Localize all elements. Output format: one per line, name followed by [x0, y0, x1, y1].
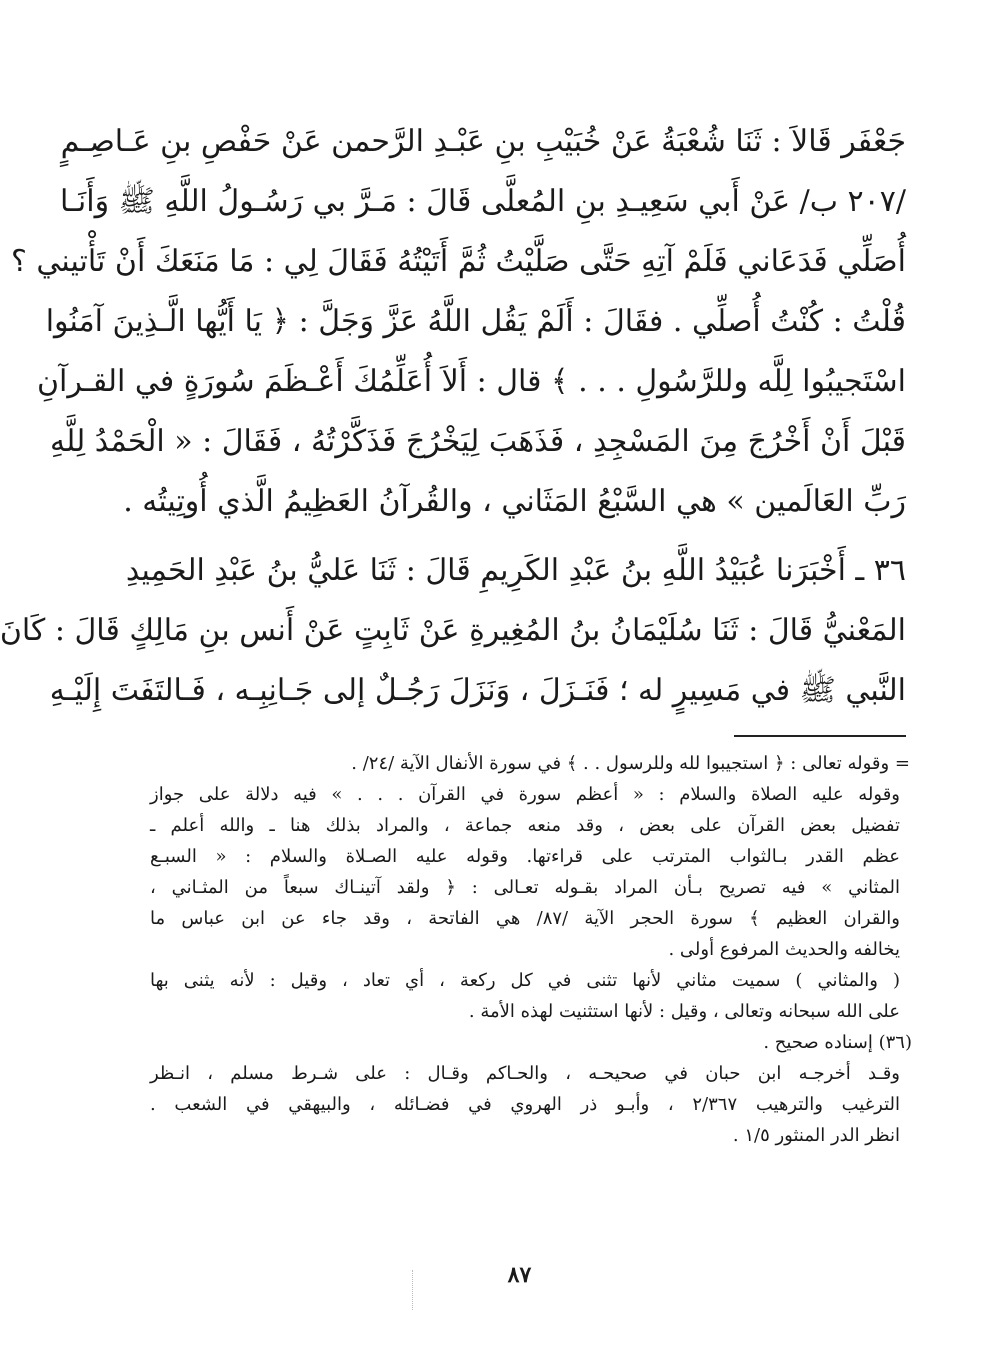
footnote-line: ( والمثاني ) سميت مثاني لأنها تثنى في كل ركعة ، أي تعاد ، وقيل : لأنه يثنى بها: [150, 970, 900, 991]
footnote-line: الترغيب والترهيب ٢/٣٦٧ ، وأبـو ذر الهروي في فضـائله ، والبيهقي في الشعب .: [150, 1094, 900, 1115]
main-text-line: رَبِّ العَالَمين » هي السَّبْعُ المَثَاني ، والقُرآنُ العَظِيمُ الَّذي أُوتِيتُه .: [123, 484, 906, 519]
footnote-line: على الله سبحانه وتعالى ، وقيل : لأنها استثنيت لهذه الأمة .: [468, 1001, 900, 1022]
footnote-line: المثاني » فيه تصريح بـأن المراد بقـوله تعـالى : ﴿ ولقد آتينـاك سبعاً من المثـاني ،: [150, 877, 900, 898]
footnote-divider: [734, 735, 906, 737]
footnote-line: = وقوله تعالى : ﴿ استجيبوا لله وللرسول . . ﴾ في سورة الأنفال الآية /٢٤/ .: [351, 753, 910, 774]
main-text-block: [0, 112, 906, 721]
footnote-line: وقوله عليه الصلاة والسلام : « أعظم سورة في القرآن . . . » فيه دلالة على جواز: [150, 784, 900, 805]
main-text-line: قُلْتُ : كُنْتُ أُصلِّي . فقَالَ : أَلَمْ يَقُل اللَّهُ عَزَّ وَجَلَّ : ﴿ يَا أَيُّها الَّـذِينَ آمَنُوا: [45, 304, 906, 339]
footnotes-block: [150, 748, 910, 1151]
paragraph-gap: [154, 532, 906, 541]
footnote-line: يخالفه والحديث المرفوع أولى .: [668, 939, 900, 960]
hadith-36-line: النَّبي ﷺ في مَسِيرٍ له ؛ فَنَـزَلَ ، وَنَزَلَ رَجُـلٌ إلى جَـانِبِـه ، فَـالتَفَتَ إِلَيْـهِ: [49, 673, 906, 708]
footnote-number-line: (٣٦) إسناده صحيح .: [763, 1032, 912, 1053]
main-text-line: أُصَلِّي فَدَعَاني فَلَمْ آتِهِ حَتَّى صَلَّيْتُ ثُمَّ أَتَيْتُهُ فَقَالَ لِي : مَا مَنَعَكَ أَنْ تَأْتيني ؟: [10, 244, 906, 279]
footnote-line: تفضيل بعض القرآن على بعض ، وقد منعه جماعة ، والمراد بذلك هنا ـ والله أعلم ـ: [150, 815, 900, 836]
main-text-line: قَبْلَ أَنْ أَخْرُجَ مِنَ المَسْجِدِ ، فَذَهَبَ لِيَخْرُجَ فَذَكَّرْتُهُ ، فَقَالَ : « الْحَمْدُ لِلَّهِ: [50, 424, 906, 459]
footnote-line: وقـد أخرجـه ابن حبان في صحيحـه ، والحـاكم وقـال : على شـرط مسلم ، انـظر: [150, 1063, 900, 1084]
main-text-line: /٢٠٧ ب/ عَنْ أَبي سَعِيـدِ بنِ المُعلَّى قَالَ : مَـرَّ بي رَسُـولُ اللَّهِ ﷺ وَأَنَـا: [59, 184, 906, 219]
main-text-line: اسْتَجيبُوا لِلَّه وللرَّسُولِ . . . ﴾ قال : أَلاَ أُعَلِّمُكَ أَعْـظَمَ سُورَةٍ في القـرآنِ: [37, 364, 906, 399]
footnote-line: انظر الدر المنثور ١/٥ .: [732, 1125, 900, 1146]
footnote-line: عظم القدر بـالثواب المترتب على قراءتها. وقوله عليه الصـلاة والسلام : « السبـع: [150, 846, 900, 867]
footnote-line: والقران العظيم ﴾ سورة الحجر الآية /٨٧/ هي الفاتحة ، وقد جاء عن ابن عباس ما: [150, 908, 900, 929]
hadith-36-line: المَعْنيُّ قَالَ : ثَنَا سُلَيْمَانُ بنُ المُغِيرةِ عَنْ ثَابِتٍ عَنْ أَنس بنِ مَالِكٍ قَالَ : كَانَ: [0, 613, 906, 648]
page-number: ٨٧: [507, 1262, 532, 1288]
hadith-36-line: ٣٦ ـ أَخْبَرَنا عُبَيْدُ اللَّهِ بنُ عَبْدِ الكَرِيمِ قَالَ : ثَنَا عَليُّ بنُ عَبْدِ الحَمِيدِ: [125, 553, 906, 588]
main-text-line: جَعْفَر قَالاَ : ثَنَا شُعْبَةُ عَنْ خُبَيْبِ بنِ عَبْـدِ الرَّحمن عَنْ حَفْصِ بنِ عَـاصِـمٍ: [60, 124, 906, 159]
